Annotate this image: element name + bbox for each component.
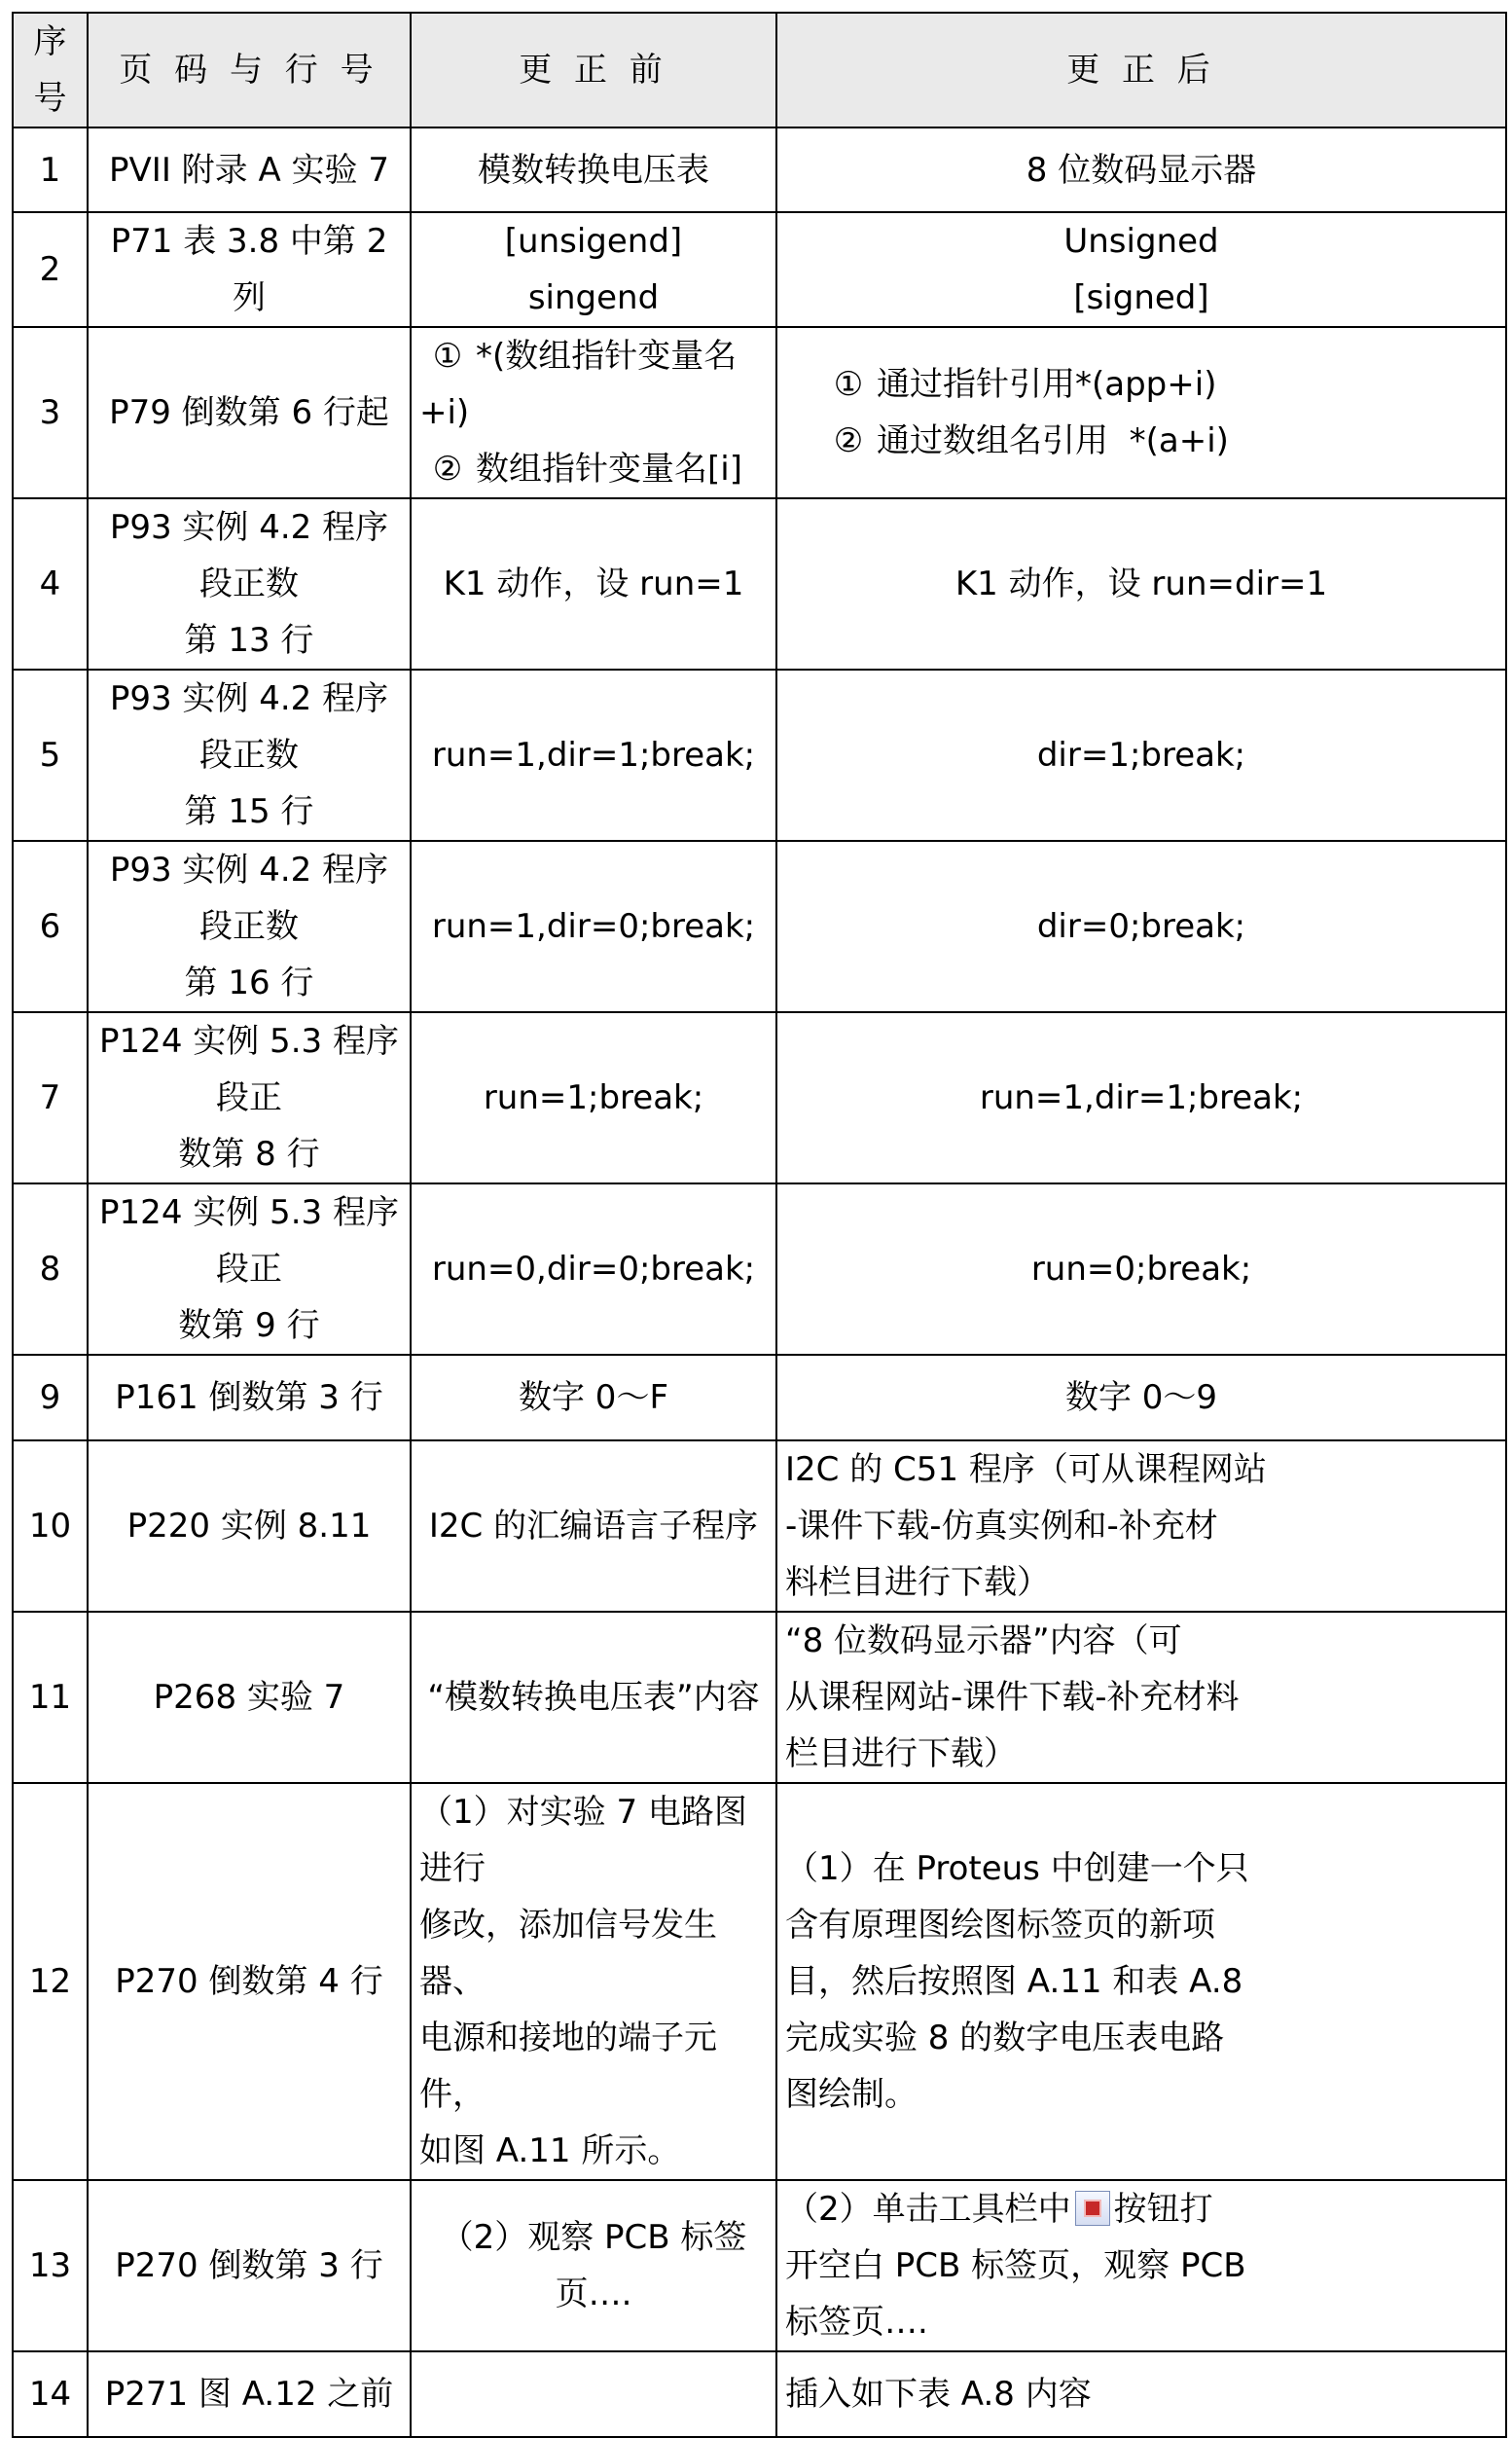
text-line: run=1;break; — [483, 1078, 704, 1117]
text-line: 8 位数码显示器 — [1026, 150, 1257, 190]
item-number: ① — [432, 337, 463, 376]
item-text: 数组指针变量名[i] — [476, 450, 742, 489]
text-line: （1）在 Proteus 中创建一个只 — [785, 1849, 1249, 1888]
cell-before — [411, 327, 776, 498]
text-line: K1 动作，设 run=1 — [443, 564, 744, 603]
text-line: P268 实验 7 — [153, 1678, 345, 1717]
cell-after — [776, 1783, 1506, 2180]
text-line: dir=1;break; — [1036, 736, 1246, 775]
text-line: run=1,dir=0;break; — [431, 907, 756, 946]
cell-page-line — [88, 1183, 411, 1355]
cell-page-line — [88, 498, 411, 670]
header-after: 更 正 后 — [776, 13, 1506, 127]
table-row — [13, 841, 1506, 1012]
text-line: P270 倒数第 4 行 — [115, 1962, 383, 2001]
cell-after — [776, 2351, 1506, 2437]
cell-seq: 5 — [13, 670, 88, 841]
list-item — [820, 356, 1497, 413]
text-line: I2C 的 C51 程序（可从课程网站 — [785, 1450, 1267, 1489]
table-row — [13, 670, 1506, 841]
item-number: ② — [432, 450, 463, 489]
text-line: 修改，添加信号发生器、 — [419, 1906, 717, 2001]
cell-before — [411, 1355, 776, 1440]
text-line: P71 表 3.8 中第 2 列 — [110, 222, 388, 317]
errata-table — [12, 12, 1507, 2438]
table-row — [13, 327, 1506, 498]
cell-before — [411, 2180, 776, 2351]
text-line: P270 倒数第 3 行 — [115, 2246, 383, 2285]
cell-after — [776, 327, 1506, 498]
text-line: P124 实例 5.3 程序段正 — [99, 1022, 399, 1117]
text-line: 第 15 行 — [184, 792, 314, 831]
cell-seq: 4 — [13, 498, 88, 670]
header-seq: 序号 — [13, 13, 88, 127]
text-line: “8 位数码显示器”内容（可 — [785, 1621, 1182, 1660]
text-line: 模数转换电压表 — [478, 150, 709, 190]
cell-seq: 8 — [13, 1183, 88, 1355]
text-line: 图绘制。 — [785, 2075, 918, 2114]
cell-page-line — [88, 841, 411, 1012]
cell-before — [411, 127, 776, 212]
cell-before — [411, 841, 776, 1012]
text-line: 数字 0～F — [519, 1378, 668, 1417]
cell-seq: 6 — [13, 841, 88, 1012]
cell-before — [411, 1440, 776, 1612]
text-line: 第 13 行 — [184, 621, 314, 660]
text-line: run=1,dir=1;break; — [979, 1078, 1304, 1117]
text-line: run=1,dir=1;break; — [431, 736, 756, 775]
text-line: 数第 9 行 — [178, 1306, 320, 1345]
cell-after — [776, 841, 1506, 1012]
cell-page-line — [88, 212, 411, 327]
table-row — [13, 1355, 1506, 1440]
cell-seq: 1 — [13, 127, 88, 212]
text-line: 从课程网站-课件下载-补充材料 — [785, 1678, 1240, 1717]
text-line: 完成实验 8 的数字电压表电路 — [785, 2019, 1225, 2057]
text-line: （1）对实验 7 电路图进行 — [419, 1793, 747, 1888]
text-line: P271 图 A.12 之前 — [104, 2375, 394, 2414]
cell-seq: 3 — [13, 327, 88, 498]
cell-after — [776, 670, 1506, 841]
text-line: 开空白 PCB 标签页，观察 PCB — [785, 2246, 1246, 2285]
cell-before — [411, 670, 776, 841]
cell-before — [411, 498, 776, 670]
header-page-line: 页 码 与 行 号 — [88, 13, 411, 127]
text-line: [unsigend] — [504, 222, 683, 261]
cell-before — [411, 1012, 776, 1183]
table-row — [13, 1612, 1506, 1783]
text-line: 栏目进行下载） — [785, 1734, 1017, 1773]
item-text: 通过数组名引用 *(a+i) — [877, 421, 1229, 460]
text-line: P93 实例 4.2 程序段正数 — [109, 679, 389, 775]
text-line: P220 实例 8.11 — [126, 1507, 372, 1546]
text-line: （2）观察 PCB 标签页…. — [440, 2218, 747, 2313]
text-line: K1 动作，设 run=dir=1 — [954, 564, 1328, 603]
text-line: run=0;break; — [1030, 1250, 1252, 1289]
table-row — [13, 1783, 1506, 2180]
text-fragment: 按钮打 — [1113, 2190, 1213, 2229]
text-line: -课件下载-仿真实例和-补充材 — [785, 1507, 1218, 1546]
cell-after — [776, 212, 1506, 327]
cell-after — [776, 1612, 1506, 1783]
text-line: 插入如下表 A.8 内容 — [785, 2375, 1092, 2414]
item-number: ② — [833, 421, 864, 460]
cell-after — [776, 2180, 1506, 2351]
table-row — [13, 1440, 1506, 1612]
cell-seq: 11 — [13, 1612, 88, 1783]
cell-page-line — [88, 1783, 411, 2180]
text-line: dir=0;break; — [1036, 907, 1246, 946]
text-line: 料栏目进行下载） — [785, 1563, 1050, 1602]
text-fragment: （2）单击工具栏中 — [785, 2190, 1071, 2229]
text-line: “模数转换电压表”内容 — [427, 1678, 760, 1717]
cell-page-line — [88, 127, 411, 212]
cell-after — [776, 1183, 1506, 1355]
cell-after — [776, 1440, 1506, 1612]
cell-seq: 9 — [13, 1355, 88, 1440]
cell-page-line — [88, 1440, 411, 1612]
text-line: I2C 的汇编语言子程序 — [428, 1507, 759, 1546]
table-row — [13, 212, 1506, 327]
item-number: ① — [833, 365, 864, 404]
text-line: 电源和接地的端子元件， — [419, 2019, 717, 2114]
cell-before — [411, 1183, 776, 1355]
item-text: *(数组指针变量名+i) — [419, 337, 738, 432]
cell-seq: 14 — [13, 2351, 88, 2437]
cell-seq: 2 — [13, 212, 88, 327]
cell-before — [411, 212, 776, 327]
text-line: run=0,dir=0;break; — [431, 1250, 756, 1289]
table-row — [13, 498, 1506, 670]
text-line: singend — [527, 278, 660, 317]
text-line: 如图 A.11 所示。 — [419, 2131, 681, 2170]
text-line: 数字 0～9 — [1064, 1378, 1218, 1417]
item-text: 通过指针引用*(app+i) — [877, 365, 1217, 404]
text-line: 含有原理图绘图标签页的新项 — [785, 1906, 1215, 1945]
list-item — [820, 413, 1497, 469]
table-row — [13, 2180, 1506, 2351]
cell-after — [776, 127, 1506, 212]
text-line: P93 实例 4.2 程序段正数 — [109, 508, 389, 603]
cell-page-line — [88, 1355, 411, 1440]
text-line: PVII 附录 A 实验 7 — [109, 150, 389, 190]
cell-after — [776, 1012, 1506, 1183]
cell-page-line — [88, 327, 411, 498]
table-row — [13, 1012, 1506, 1183]
cell-seq: 12 — [13, 1783, 88, 2180]
table-row — [13, 2351, 1506, 2437]
text-line: P79 倒数第 6 行起 — [109, 393, 389, 432]
cell-page-line — [88, 1612, 411, 1783]
cell-before — [411, 1783, 776, 2180]
pcb-layout-icon — [1075, 2191, 1110, 2226]
header-row — [13, 13, 1506, 127]
text-line — [785, 2181, 1497, 2238]
table-row — [13, 1183, 1506, 1355]
cell-page-line — [88, 2180, 411, 2351]
list-item — [419, 441, 768, 497]
cell-page-line — [88, 1012, 411, 1183]
text-line: [signed] — [1073, 278, 1209, 317]
text-line: 第 16 行 — [184, 964, 314, 1002]
text-line: 目，然后按照图 A.11 和表 A.8 — [785, 1962, 1243, 2001]
text-line: P93 实例 4.2 程序段正数 — [109, 851, 389, 946]
cell-seq: 10 — [13, 1440, 88, 1612]
cell-page-line — [88, 670, 411, 841]
cell-after — [776, 1355, 1506, 1440]
table-row — [13, 127, 1506, 212]
text-line: P161 倒数第 3 行 — [115, 1378, 383, 1417]
text-line: Unsigned — [1063, 222, 1219, 261]
cell-before — [411, 2351, 776, 2437]
text-line: 数第 8 行 — [178, 1135, 320, 1174]
cell-seq: 13 — [13, 2180, 88, 2351]
text-line: 标签页…. — [785, 2303, 928, 2342]
cell-page-line — [88, 2351, 411, 2437]
list-item — [419, 328, 768, 441]
cell-after — [776, 498, 1506, 670]
cell-before — [411, 1612, 776, 1783]
text-line: P124 实例 5.3 程序段正 — [99, 1193, 399, 1289]
cell-seq: 7 — [13, 1012, 88, 1183]
header-before: 更 正 前 — [411, 13, 776, 127]
